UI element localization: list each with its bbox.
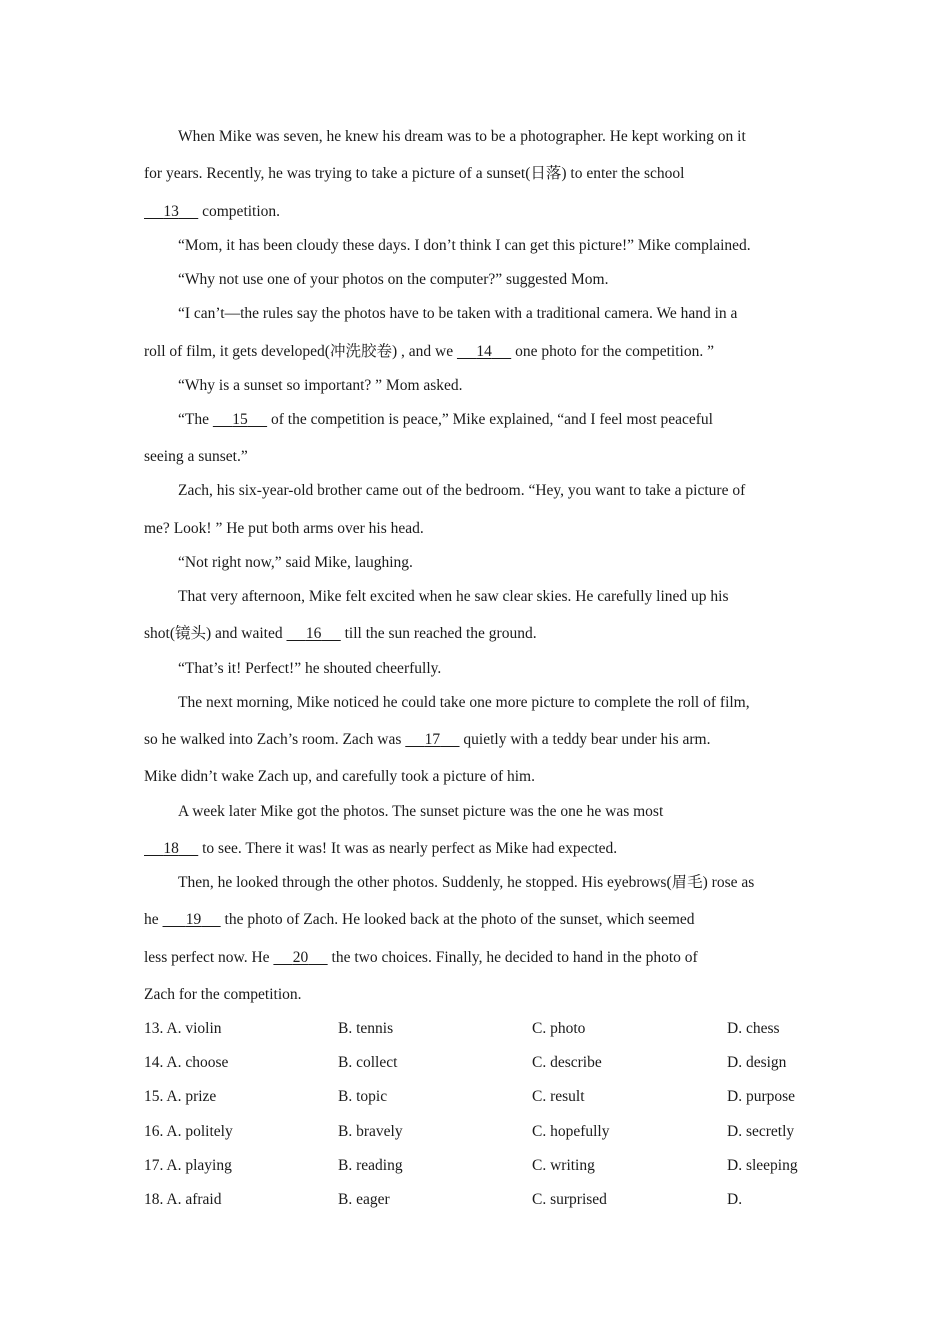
passage-line: “Why not use one of your photos on the computer?” suggested Mom. xyxy=(178,271,609,288)
option-a[interactable]: 14. A. choose xyxy=(144,1054,229,1071)
passage-line: me? Look! ” He put both arms over his head. xyxy=(144,520,424,537)
option-b[interactable]: B. reading xyxy=(338,1157,403,1174)
passage-line: When Mike was seven, he knew his dream was to be a photographer. He kept working on it xyxy=(178,128,746,145)
option-c[interactable]: C. describe xyxy=(532,1054,602,1071)
option-b[interactable]: B. eager xyxy=(338,1191,390,1208)
passage-line: The next morning, Mike noticed he could take one more picture to complete the roll of film, xyxy=(178,694,750,711)
blank-16: 16 xyxy=(305,625,322,642)
blank-14: 14 xyxy=(476,343,492,360)
option-c[interactable]: C. surprised xyxy=(532,1191,607,1208)
passage-line: Zach for the competition. xyxy=(144,986,302,1003)
blank-20: 20 xyxy=(292,949,309,966)
passage-line: Zach, his six-year-old brother came out of the bedroom. “Hey, you want to take a picture of xyxy=(178,482,746,499)
option-a[interactable]: 17. A. playing xyxy=(144,1157,232,1174)
option-a[interactable]: 13. A. violin xyxy=(144,1020,222,1037)
passage-line: so he walked into Zach’s room. Zach was 17 quietly with a teddy bear under his arm. xyxy=(144,731,711,748)
option-b[interactable]: B. collect xyxy=(338,1054,398,1071)
passage-line: That very afternoon, Mike felt excited when he saw clear skies. He carefully lined up his xyxy=(178,588,729,605)
option-d[interactable]: D. sleeping xyxy=(727,1157,798,1174)
option-a[interactable]: 16. A. politely xyxy=(144,1123,233,1140)
passage-line: less perfect now. He 20 the two choices. Finally, he decided to hand in the photo of xyxy=(144,949,698,966)
blank-15: 15 xyxy=(232,411,248,428)
option-d[interactable]: D. chess xyxy=(727,1020,780,1037)
blank-13: 13 xyxy=(163,203,179,220)
passage-line: “Not right now,” said Mike, laughing. xyxy=(178,554,413,571)
option-d[interactable]: D. purpose xyxy=(727,1088,796,1105)
passage-line: for years. Recently, he was trying to take a picture of a sunset(日落) to enter the school xyxy=(144,165,685,182)
passage-line: shot(镜头) and waited 16 till the sun reached the ground. xyxy=(144,625,537,642)
passage-line: “That’s it! Perfect!” he shouted cheerfully. xyxy=(178,660,442,677)
option-c[interactable]: C. photo xyxy=(532,1020,586,1037)
option-d[interactable]: D. xyxy=(727,1191,743,1208)
passage-line: he 19 the photo of Zach. He looked back at the photo of the sunset, which seemed xyxy=(144,911,695,928)
option-b[interactable]: B. bravely xyxy=(338,1123,403,1140)
passage-line: “I can’t—the rules say the photos have to be taken with a traditional camera. We hand in a xyxy=(178,305,738,322)
option-d[interactable]: D. secretly xyxy=(727,1123,795,1140)
passage-line: “Why is a sunset so important? ” Mom asked. xyxy=(178,377,463,394)
passage-line: A week later Mike got the photos. The sunset picture was the one he was most xyxy=(178,803,664,820)
passage-line: seeing a sunset.” xyxy=(144,448,248,465)
passage-line: Mike didn’t wake Zach up, and carefully took a picture of him. xyxy=(144,768,535,785)
option-b[interactable]: B. topic xyxy=(338,1088,388,1105)
passage-line: roll of film, it gets developed(冲洗胶卷) , and we 14 one photo for the competition. ” xyxy=(144,343,714,360)
option-c[interactable]: C. result xyxy=(532,1088,585,1105)
option-d[interactable]: D. design xyxy=(727,1054,787,1071)
blank-17: 17 xyxy=(424,731,441,748)
option-b[interactable]: B. tennis xyxy=(338,1020,394,1037)
option-c[interactable]: C. writing xyxy=(532,1157,595,1174)
option-a[interactable]: 18. A. afraid xyxy=(144,1191,222,1208)
passage-line: 13 competition. xyxy=(144,202,280,222)
option-c[interactable]: C. hopefully xyxy=(532,1123,610,1140)
passage-line: 18 to see. There it was! It was as nearly perfect as Mike had expected. xyxy=(144,839,617,859)
option-a[interactable]: 15. A. prize xyxy=(144,1088,217,1105)
passage-line: Then, he looked through the other photos. Suddenly, he stopped. His eyebrows(眉毛) rose as xyxy=(178,874,755,891)
passage-line: “Mom, it has been cloudy these days. I don’t think I can get this picture!” Mike complained. xyxy=(178,237,751,254)
blank-18: 18 xyxy=(163,840,179,857)
blank-19: 19 xyxy=(185,911,202,928)
passage-line: “The 15 of the competition is peace,” Mike explained, “and I feel most peaceful xyxy=(178,411,713,428)
